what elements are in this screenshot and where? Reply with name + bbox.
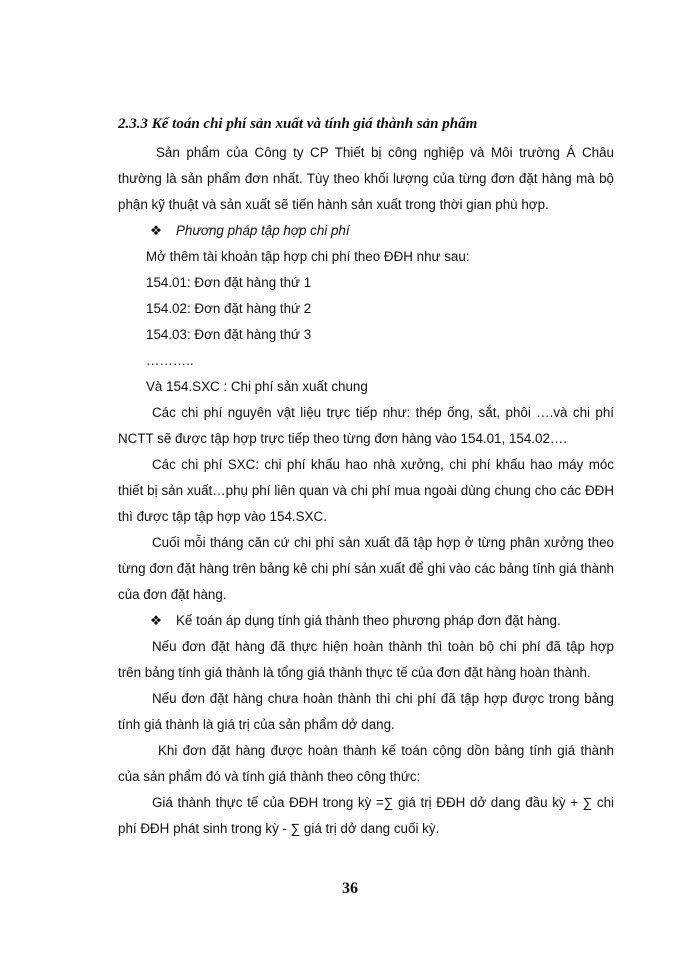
sxc-account: Và 154.SXC : Chi phí sản xuất chung xyxy=(146,379,368,394)
bullet-text: Kế toán áp dụng tính giá thành theo phương pháp đơn đặt hàng. xyxy=(176,613,561,628)
intro-paragraph: Sản phẩm của Công ty CP Thiết bị công nghiệp và Môi trường Á Châu thường là sản phẩm đơn nhất. Tùy theo khối lượng của từng đơn đặt hàng mà bộ phận kỹ thuật và sản xuất sẽ tiến hành sản xuất trong thời gian phù hợp. xyxy=(118,145,614,212)
account-item: 154.03: Đơn đặt hàng thứ 3 xyxy=(146,327,312,342)
accounts-intro: Mở thêm tài khoản tập hợp chi phí theo ĐĐH như sau: xyxy=(146,249,470,264)
section-heading: 2.3.3 Kế toán chi phí sản xuất và tính giá thành sản phẩm xyxy=(118,116,478,132)
page-number: 36 xyxy=(342,880,358,897)
paragraph-direct-materials: Các chi phí nguyên vật liệu trực tiếp như: thép ống, sắt, phôi ….và chi phí NCTT sẽ được tập hợp trực tiếp theo từng đơn hàng vào 154.01, 154.02…. xyxy=(118,405,614,446)
bullet-job-order-costing xyxy=(150,608,614,634)
formula-paragraph: Giá thành thực tế của ĐĐH trong kỳ =∑ giá trị ĐĐH dở dang đầu kỳ + ∑ chi phí ĐĐH phát sinh trong kỳ - ∑ giá trị dở dang cuối kỳ. xyxy=(118,795,614,836)
diamond-bullet-icon: ❖ xyxy=(150,223,163,238)
account-item: ……….. xyxy=(146,353,194,368)
bullet-text: Phương pháp tập hợp chi phí xyxy=(176,223,350,238)
paragraph-completed-order: Nếu đơn đặt hàng đã thực hiện hoàn thành thì toàn bộ chi phí đã tập hợp trên bảng tính giá thành là tổng giá thành thực tế của đơn đặt hàng hoàn thành. xyxy=(118,639,614,680)
paragraph-month-end: Cuối mỗi tháng căn cứ chi phí sản xuất đã tập hợp ở từng phân xưởng theo từng đơn đặt hàng trên bảng kê chi phí sản xuất để ghi vào các bảng tính giá thành của đơn đặt hàng. xyxy=(118,535,614,602)
paragraph-accumulate: Khi đơn đặt hàng được hoàn thành kế toán cộng dồn bảng tính giá thành của sản phẩm đó và tính giá thành theo công thức: xyxy=(118,743,614,784)
bullet-cost-method xyxy=(150,218,614,244)
account-item: 154.02: Đơn đặt hàng thứ 2 xyxy=(146,301,312,316)
account-item: 154.01: Đơn đặt hàng thứ 1 xyxy=(146,275,312,290)
diamond-bullet-icon: ❖ xyxy=(150,613,163,628)
paragraph-overhead: Các chi phí SXC: chi phí khấu hao nhà xưởng, chi phí khấu hao máy móc thiết bị sản xuất…phụ phí liên quan và chi phí mua ngoài dùng chung cho các ĐĐH thì được tập tập hợp vào 154.SXC. xyxy=(118,457,614,524)
paragraph-incomplete-order: Nếu đơn đặt hàng chưa hoàn thành thì chi phí đã tập hợp được trong bảng tính giá thành là giá trị của sản phẩm dở dang. xyxy=(118,691,614,732)
